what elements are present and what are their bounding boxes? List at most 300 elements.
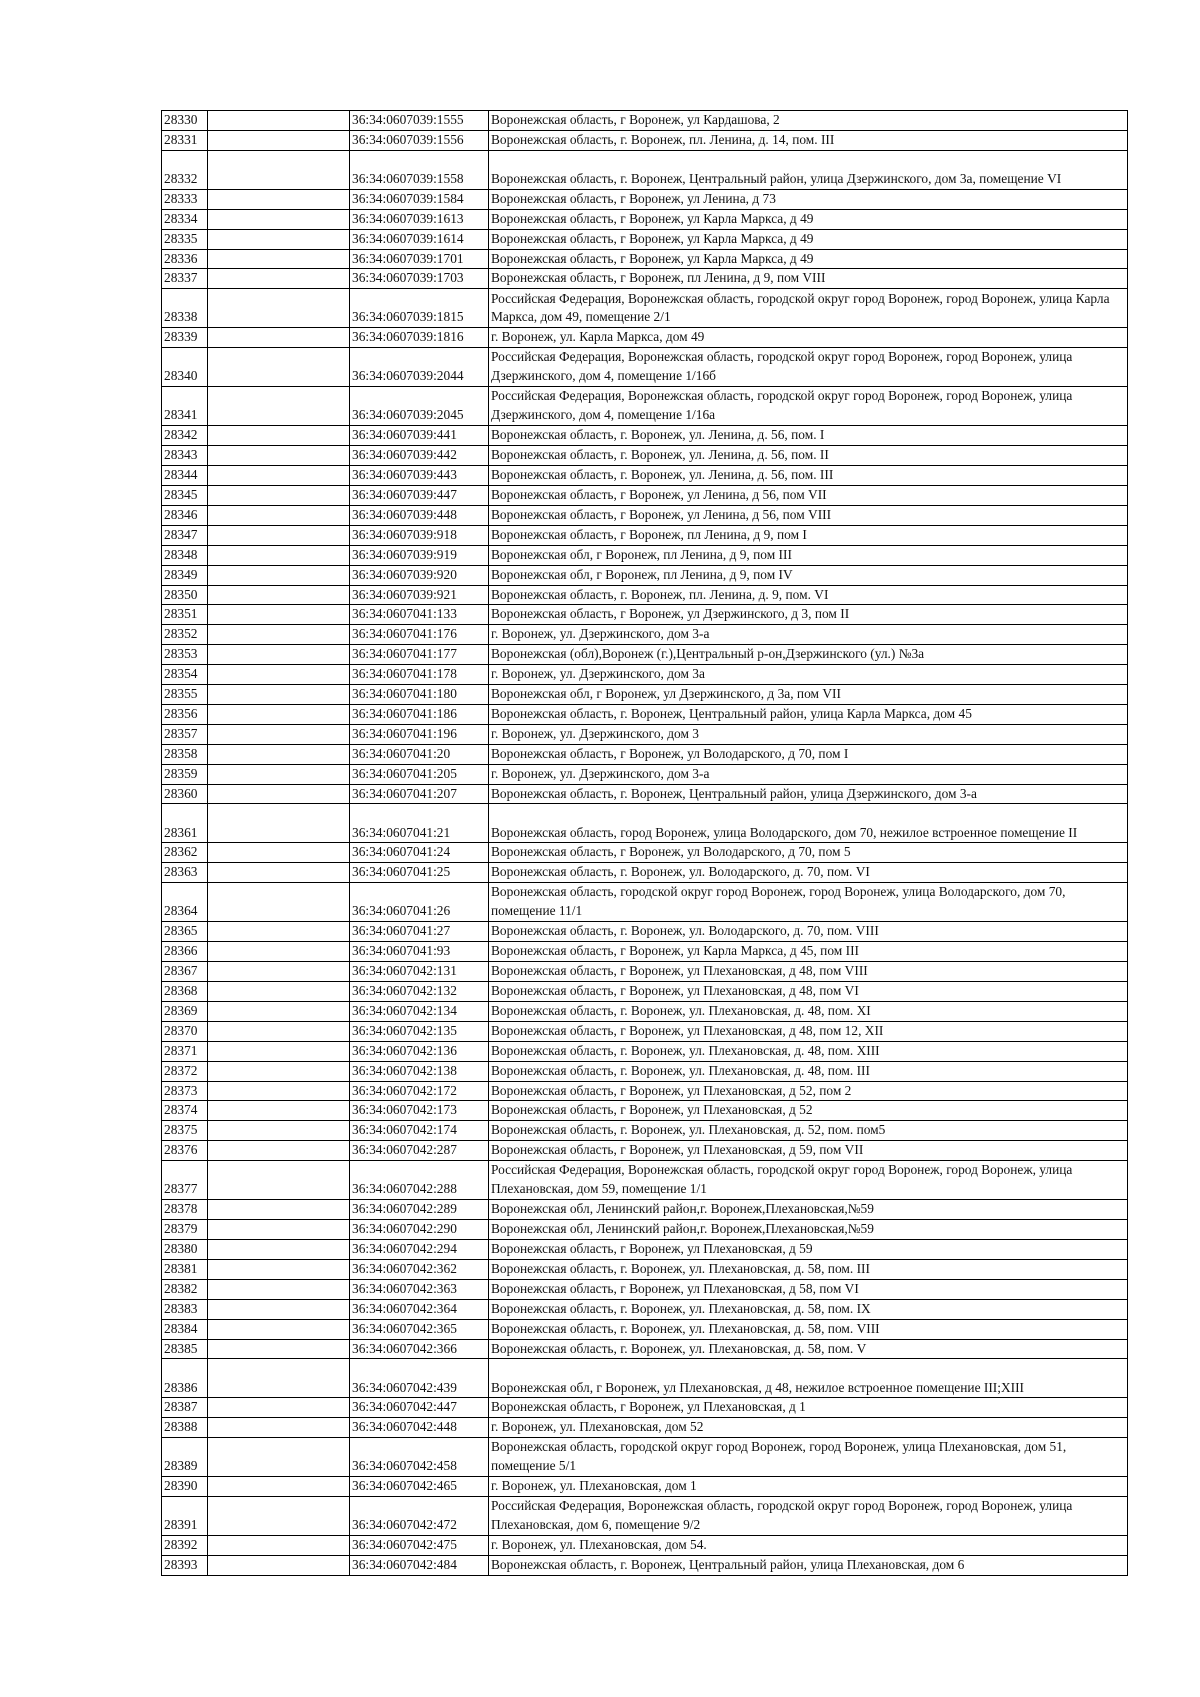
- cadastral-number-cell: 36:34:0607042:172: [350, 1081, 489, 1101]
- table-row: [162, 585, 1128, 605]
- table-row: [162, 446, 1128, 466]
- empty-cell: [208, 1536, 350, 1556]
- row-number-cell: 28348: [162, 545, 208, 565]
- empty-cell: [208, 863, 350, 883]
- cadastral-number-cell: 36:34:0607042:287: [350, 1141, 489, 1161]
- cadastral-number-cell: 36:34:0607039:921: [350, 585, 489, 605]
- empty-cell: [208, 1438, 350, 1477]
- row-number-cell: 28363: [162, 863, 208, 883]
- row-number-cell: 28347: [162, 525, 208, 545]
- empty-cell: [208, 804, 350, 843]
- table-row: [162, 764, 1128, 784]
- cadastral-number-cell: 36:34:0607041:26: [350, 883, 489, 922]
- cadastral-number-cell: 36:34:0607041:25: [350, 863, 489, 883]
- table-row: [162, 704, 1128, 724]
- address-cell: Воронежская область, г Воронеж, ул Володарского, д 70, пом I: [489, 744, 1128, 764]
- empty-cell: [208, 249, 350, 269]
- cadastral-number-cell: 36:34:0607039:447: [350, 485, 489, 505]
- table-row: [162, 545, 1128, 565]
- table-row: [162, 883, 1128, 922]
- row-number-cell: 28383: [162, 1299, 208, 1319]
- table-row: [162, 922, 1128, 942]
- row-number-cell: 28377: [162, 1161, 208, 1200]
- cadastral-number-cell: 36:34:0607041:177: [350, 645, 489, 665]
- cadastral-number-cell: 36:34:0607039:1701: [350, 249, 489, 269]
- table-row: [162, 1161, 1128, 1200]
- empty-cell: [208, 1556, 350, 1576]
- row-number-cell: 28374: [162, 1101, 208, 1121]
- empty-cell: [208, 1121, 350, 1141]
- table-row: [162, 1339, 1128, 1359]
- empty-cell: [208, 883, 350, 922]
- cadastral-number-cell: 36:34:0607042:472: [350, 1497, 489, 1536]
- address-cell: Воронежская область, г. Воронеж, пл. Ленина, д. 9, пом. VI: [489, 585, 1128, 605]
- address-cell: Воронежская область, г. Воронеж, Центральный район, улица Плехановская, дом 6: [489, 1556, 1128, 1576]
- row-number-cell: 28386: [162, 1359, 208, 1398]
- cadastral-number-cell: 36:34:0607042:138: [350, 1061, 489, 1081]
- address-cell: Воронежская область, г Воронеж, ул Ленина, д 56, пом VII: [489, 485, 1128, 505]
- row-number-cell: 28385: [162, 1339, 208, 1359]
- address-cell: Воронежская область, г Воронеж, ул Ленина, д 56, пом VIII: [489, 505, 1128, 525]
- cadastral-number-cell: 36:34:0607041:196: [350, 724, 489, 744]
- property-register-table: [161, 110, 1128, 1576]
- empty-cell: [208, 1061, 350, 1081]
- empty-cell: [208, 704, 350, 724]
- row-number-cell: 28389: [162, 1438, 208, 1477]
- table-row: [162, 1001, 1128, 1021]
- cadastral-number-cell: 36:34:0607042:447: [350, 1398, 489, 1418]
- address-cell: Воронежская область, г. Воронеж, ул. Ленина, д. 56, пом. III: [489, 466, 1128, 486]
- table-row: [162, 1141, 1128, 1161]
- cadastral-number-cell: 36:34:0607041:178: [350, 665, 489, 685]
- address-cell: Российская Федерация, Воронежская область, городской округ город Воронеж, город Воронеж, улица Плехановская, дом 6, помещение 9/2: [489, 1497, 1128, 1536]
- table-row: [162, 724, 1128, 744]
- table-row: [162, 565, 1128, 585]
- address-cell: Российская Федерация, Воронежская область, городской округ город Воронеж, город Воронеж, улица Карла Маркса, дом 49, помещение 2/1: [489, 289, 1128, 328]
- address-cell: Воронежская область, г Воронеж, ул Карла Маркса, д 45, пом III: [489, 942, 1128, 962]
- address-cell: Воронежская область, г Воронеж, ул Ленина, д 73: [489, 189, 1128, 209]
- empty-cell: [208, 764, 350, 784]
- row-number-cell: 28334: [162, 209, 208, 229]
- row-number-cell: 28387: [162, 1398, 208, 1418]
- address-cell: Воронежская область, г. Воронеж, Центральный район, улица Дзержинского, дом 3-а: [489, 784, 1128, 804]
- table-row: [162, 665, 1128, 685]
- table-row: [162, 249, 1128, 269]
- cadastral-number-cell: 36:34:0607039:1816: [350, 328, 489, 348]
- row-number-cell: 28330: [162, 111, 208, 131]
- row-number-cell: 28358: [162, 744, 208, 764]
- cadastral-number-cell: 36:34:0607042:439: [350, 1359, 489, 1398]
- row-number-cell: 28349: [162, 565, 208, 585]
- row-number-cell: 28376: [162, 1141, 208, 1161]
- empty-cell: [208, 1359, 350, 1398]
- address-cell: Воронежская область, г Воронеж, ул Плехановская, д 59, пом VII: [489, 1141, 1128, 1161]
- register-body: [162, 111, 1128, 1576]
- cadastral-number-cell: 36:34:0607039:1558: [350, 150, 489, 189]
- cadastral-number-cell: 36:34:0607041:24: [350, 843, 489, 863]
- address-cell: Воронежская область, г Воронеж, ул Плехановская, д 48, пом 12, XII: [489, 1021, 1128, 1041]
- cadastral-number-cell: 36:34:0607039:1614: [350, 229, 489, 249]
- table-row: [162, 387, 1128, 426]
- address-cell: Воронежская область, г Воронеж, ул Володарского, д 70, пом 5: [489, 843, 1128, 863]
- cadastral-number-cell: 36:34:0607039:1556: [350, 130, 489, 150]
- empty-cell: [208, 1259, 350, 1279]
- row-number-cell: 28359: [162, 764, 208, 784]
- address-cell: Воронежская область, г Воронеж, ул Плехановская, д 52: [489, 1101, 1128, 1121]
- cadastral-number-cell: 36:34:0607041:186: [350, 704, 489, 724]
- cadastral-number-cell: 36:34:0607041:133: [350, 605, 489, 625]
- row-number-cell: 28392: [162, 1536, 208, 1556]
- address-cell: Воронежская область, городской округ город Воронеж, город Воронеж, улица Володарского, дом 70, помещение 11/1: [489, 883, 1128, 922]
- row-number-cell: 28352: [162, 625, 208, 645]
- row-number-cell: 28337: [162, 269, 208, 289]
- table-row: [162, 1556, 1128, 1576]
- address-cell: Воронежская область, г. Воронеж, ул. Ленина, д. 56, пом. II: [489, 446, 1128, 466]
- table-row: [162, 1497, 1128, 1536]
- cadastral-number-cell: 36:34:0607042:364: [350, 1299, 489, 1319]
- row-number-cell: 28335: [162, 229, 208, 249]
- address-cell: Российская Федерация, Воронежская область, городской округ город Воронеж, город Воронеж, улица Дзержинского, дом 4, помещение 1/16б: [489, 348, 1128, 387]
- table-row: [162, 348, 1128, 387]
- row-number-cell: 28343: [162, 446, 208, 466]
- empty-cell: [208, 387, 350, 426]
- empty-cell: [208, 665, 350, 685]
- row-number-cell: 28338: [162, 289, 208, 328]
- table-row: [162, 685, 1128, 705]
- cadastral-number-cell: 36:34:0607041:20: [350, 744, 489, 764]
- address-cell: г. Воронеж, ул. Карла Маркса, дом 49: [489, 328, 1128, 348]
- row-number-cell: 28384: [162, 1319, 208, 1339]
- empty-cell: [208, 1239, 350, 1259]
- empty-cell: [208, 962, 350, 982]
- row-number-cell: 28380: [162, 1239, 208, 1259]
- table-row: [162, 111, 1128, 131]
- row-number-cell: 28364: [162, 883, 208, 922]
- row-number-cell: 28342: [162, 426, 208, 446]
- row-number-cell: 28341: [162, 387, 208, 426]
- empty-cell: [208, 209, 350, 229]
- table-row: [162, 1299, 1128, 1319]
- address-cell: Воронежская область, г Воронеж, пл Ленина, д 9, пом VIII: [489, 269, 1128, 289]
- cadastral-number-cell: 36:34:0607041:21: [350, 804, 489, 843]
- table-row: [162, 328, 1128, 348]
- address-cell: Воронежская обл, г Воронеж, ул Плехановская, д 48, нежилое встроенное помещение III;XIII: [489, 1359, 1128, 1398]
- row-number-cell: 28366: [162, 942, 208, 962]
- empty-cell: [208, 1339, 350, 1359]
- cadastral-number-cell: 36:34:0607039:442: [350, 446, 489, 466]
- empty-cell: [208, 784, 350, 804]
- table-row: [162, 1319, 1128, 1339]
- address-cell: Воронежская область, г Воронеж, ул Кардашова, 2: [489, 111, 1128, 131]
- table-row: [162, 1121, 1128, 1141]
- row-number-cell: 28355: [162, 685, 208, 705]
- table-row: [162, 1536, 1128, 1556]
- address-cell: Воронежская обл, Ленинский район,г. Воронеж,Плехановская,№59: [489, 1220, 1128, 1240]
- empty-cell: [208, 189, 350, 209]
- row-number-cell: 28351: [162, 605, 208, 625]
- row-number-cell: 28361: [162, 804, 208, 843]
- row-number-cell: 28382: [162, 1279, 208, 1299]
- address-cell: Воронежская область, г Воронеж, ул Плехановская, д 1: [489, 1398, 1128, 1418]
- empty-cell: [208, 585, 350, 605]
- table-row: [162, 1279, 1128, 1299]
- cadastral-number-cell: 36:34:0607042:458: [350, 1438, 489, 1477]
- row-number-cell: 28388: [162, 1418, 208, 1438]
- address-cell: г. Воронеж, ул. Плехановская, дом 52: [489, 1418, 1128, 1438]
- address-cell: Воронежская область, г. Воронеж, ул. Плехановская, д. 58, пом. VIII: [489, 1319, 1128, 1339]
- row-number-cell: 28340: [162, 348, 208, 387]
- empty-cell: [208, 922, 350, 942]
- table-row: [162, 289, 1128, 328]
- cadastral-number-cell: 36:34:0607042:136: [350, 1041, 489, 1061]
- cadastral-number-cell: 36:34:0607042:365: [350, 1319, 489, 1339]
- address-cell: Воронежская область, городской округ город Воронеж, город Воронеж, улица Плехановская, дом 51, помещение 5/1: [489, 1438, 1128, 1477]
- row-number-cell: 28391: [162, 1497, 208, 1536]
- cadastral-number-cell: 36:34:0607039:919: [350, 545, 489, 565]
- address-cell: г. Воронеж, ул. Дзержинского, дом 3а: [489, 665, 1128, 685]
- table-row: [162, 804, 1128, 843]
- address-cell: Воронежская область, город Воронеж, улица Володарского, дом 70, нежилое встроенное помещение II: [489, 804, 1128, 843]
- address-cell: Воронежская область, г Воронеж, ул Карла Маркса, д 49: [489, 229, 1128, 249]
- table-row: [162, 1021, 1128, 1041]
- empty-cell: [208, 446, 350, 466]
- table-row: [162, 1101, 1128, 1121]
- empty-cell: [208, 843, 350, 863]
- table-row: [162, 525, 1128, 545]
- address-cell: Воронежская область, г. Воронеж, ул. Плехановская, д. 58, пом. V: [489, 1339, 1128, 1359]
- empty-cell: [208, 485, 350, 505]
- address-cell: Воронежская область, г. Воронеж, ул. Плехановская, д. 58, пом. III: [489, 1259, 1128, 1279]
- empty-cell: [208, 744, 350, 764]
- empty-cell: [208, 1141, 350, 1161]
- table-row: [162, 150, 1128, 189]
- table-row: [162, 605, 1128, 625]
- address-cell: Воронежская (обл),Воронеж (г.),Центральный р-он,Дзержинского (ул.) №3а: [489, 645, 1128, 665]
- empty-cell: [208, 1497, 350, 1536]
- table-row: [162, 843, 1128, 863]
- empty-cell: [208, 289, 350, 328]
- empty-cell: [208, 982, 350, 1002]
- table-row: [162, 962, 1128, 982]
- address-cell: Воронежская обл, г Воронеж, пл Ленина, д 9, пом III: [489, 545, 1128, 565]
- address-cell: Воронежская область, г Воронеж, ул Плехановская, д 48, пом VI: [489, 982, 1128, 1002]
- cadastral-number-cell: 36:34:0607042:362: [350, 1259, 489, 1279]
- table-row: [162, 1477, 1128, 1497]
- cadastral-number-cell: 36:34:0607039:441: [350, 426, 489, 446]
- row-number-cell: 28362: [162, 843, 208, 863]
- address-cell: Воронежская область, г Воронеж, ул Плехановская, д 59: [489, 1239, 1128, 1259]
- empty-cell: [208, 1161, 350, 1200]
- row-number-cell: 28357: [162, 724, 208, 744]
- cadastral-number-cell: 36:34:0607042:363: [350, 1279, 489, 1299]
- empty-cell: [208, 150, 350, 189]
- cadastral-number-cell: 36:34:0607041:207: [350, 784, 489, 804]
- empty-cell: [208, 1279, 350, 1299]
- cadastral-number-cell: 36:34:0607039:1613: [350, 209, 489, 229]
- cadastral-number-cell: 36:34:0607042:134: [350, 1001, 489, 1021]
- empty-cell: [208, 605, 350, 625]
- table-row: [162, 485, 1128, 505]
- row-number-cell: 28346: [162, 505, 208, 525]
- cadastral-number-cell: 36:34:0607041:205: [350, 764, 489, 784]
- table-row: [162, 1418, 1128, 1438]
- table-row: [162, 1239, 1128, 1259]
- address-cell: г. Воронеж, ул. Дзержинского, дом 3-а: [489, 764, 1128, 784]
- cadastral-number-cell: 36:34:0607039:448: [350, 505, 489, 525]
- cadastral-number-cell: 36:34:0607039:2044: [350, 348, 489, 387]
- address-cell: Воронежская область, г Воронеж, ул Плехановская, д 48, пом VIII: [489, 962, 1128, 982]
- empty-cell: [208, 1081, 350, 1101]
- cadastral-number-cell: 36:34:0607042:294: [350, 1239, 489, 1259]
- row-number-cell: 28373: [162, 1081, 208, 1101]
- row-number-cell: 28339: [162, 328, 208, 348]
- table-row: [162, 209, 1128, 229]
- address-cell: Воронежская область, г. Воронеж, ул. Ленина, д. 56, пом. I: [489, 426, 1128, 446]
- cadastral-number-cell: 36:34:0607039:1584: [350, 189, 489, 209]
- cadastral-number-cell: 36:34:0607039:1703: [350, 269, 489, 289]
- table-row: [162, 269, 1128, 289]
- row-number-cell: 28379: [162, 1220, 208, 1240]
- address-cell: Воронежская область, г. Воронеж, ул. Плехановская, д. 58, пом. IX: [489, 1299, 1128, 1319]
- row-number-cell: 28360: [162, 784, 208, 804]
- empty-cell: [208, 328, 350, 348]
- address-cell: Воронежская область, г. Воронеж, Центральный район, улица Карла Маркса, дом 45: [489, 704, 1128, 724]
- address-cell: г. Воронеж, ул. Дзержинского, дом 3-а: [489, 625, 1128, 645]
- table-row: [162, 1359, 1128, 1398]
- table-row: [162, 625, 1128, 645]
- cadastral-number-cell: 36:34:0607042:448: [350, 1418, 489, 1438]
- row-number-cell: 28370: [162, 1021, 208, 1041]
- address-cell: Воронежская обл, г Воронеж, пл Ленина, д 9, пом IV: [489, 565, 1128, 585]
- empty-cell: [208, 348, 350, 387]
- empty-cell: [208, 942, 350, 962]
- cadastral-number-cell: 36:34:0607039:920: [350, 565, 489, 585]
- cadastral-number-cell: 36:34:0607039:918: [350, 525, 489, 545]
- table-row: [162, 645, 1128, 665]
- address-cell: Воронежская область, г. Воронеж, пл. Ленина, д. 14, пом. III: [489, 130, 1128, 150]
- cadastral-number-cell: 36:34:0607039:1555: [350, 111, 489, 131]
- empty-cell: [208, 1220, 350, 1240]
- cadastral-number-cell: 36:34:0607039:2045: [350, 387, 489, 426]
- address-cell: Воронежская область, г. Воронеж, ул. Плехановская, д. 48, пом. III: [489, 1061, 1128, 1081]
- empty-cell: [208, 1319, 350, 1339]
- empty-cell: [208, 1200, 350, 1220]
- address-cell: Воронежская область, г. Воронеж, ул. Плехановская, д. 48, пом. XIII: [489, 1041, 1128, 1061]
- row-number-cell: 28336: [162, 249, 208, 269]
- address-cell: Российская Федерация, Воронежская область, городской округ город Воронеж, город Воронеж, улица Дзержинского, дом 4, помещение 1/16а: [489, 387, 1128, 426]
- table-row: [162, 426, 1128, 446]
- address-cell: Воронежская область, г. Воронеж, ул. Володарского, д. 70, пом. VI: [489, 863, 1128, 883]
- table-row: [162, 1041, 1128, 1061]
- row-number-cell: 28367: [162, 962, 208, 982]
- row-number-cell: 28375: [162, 1121, 208, 1141]
- row-number-cell: 28369: [162, 1001, 208, 1021]
- row-number-cell: 28393: [162, 1556, 208, 1576]
- cadastral-number-cell: 36:34:0607041:93: [350, 942, 489, 962]
- cadastral-number-cell: 36:34:0607042:132: [350, 982, 489, 1002]
- table-row: [162, 505, 1128, 525]
- address-cell: Воронежская область, г Воронеж, ул Плехановская, д 52, пом 2: [489, 1081, 1128, 1101]
- empty-cell: [208, 565, 350, 585]
- row-number-cell: 28368: [162, 982, 208, 1002]
- row-number-cell: 28381: [162, 1259, 208, 1279]
- cadastral-number-cell: 36:34:0607042:288: [350, 1161, 489, 1200]
- empty-cell: [208, 645, 350, 665]
- address-cell: Воронежская область, г. Воронеж, ул. Плехановская, д. 52, пом. пом5: [489, 1121, 1128, 1141]
- empty-cell: [208, 1001, 350, 1021]
- row-number-cell: 28331: [162, 130, 208, 150]
- empty-cell: [208, 1398, 350, 1418]
- empty-cell: [208, 130, 350, 150]
- row-number-cell: 28354: [162, 665, 208, 685]
- row-number-cell: 28365: [162, 922, 208, 942]
- empty-cell: [208, 625, 350, 645]
- address-cell: Воронежская обл, Ленинский район,г. Воронеж,Плехановская,№59: [489, 1200, 1128, 1220]
- address-cell: Воронежская область, г Воронеж, пл Ленина, д 9, пом I: [489, 525, 1128, 545]
- cadastral-number-cell: 36:34:0607041:27: [350, 922, 489, 942]
- row-number-cell: 28350: [162, 585, 208, 605]
- empty-cell: [208, 685, 350, 705]
- cadastral-number-cell: 36:34:0607042:366: [350, 1339, 489, 1359]
- empty-cell: [208, 111, 350, 131]
- address-cell: Воронежская область, г Воронеж, ул Карла Маркса, д 49: [489, 209, 1128, 229]
- cadastral-number-cell: 36:34:0607042:174: [350, 1121, 489, 1141]
- row-number-cell: 28332: [162, 150, 208, 189]
- table-row: [162, 1200, 1128, 1220]
- table-row: [162, 1220, 1128, 1240]
- row-number-cell: 28378: [162, 1200, 208, 1220]
- table-row: [162, 863, 1128, 883]
- empty-cell: [208, 525, 350, 545]
- table-row: [162, 130, 1128, 150]
- table-row: [162, 1081, 1128, 1101]
- address-cell: Воронежская область, г. Воронеж, Центральный район, улица Дзержинского, дом 3а, помещение VI: [489, 150, 1128, 189]
- address-cell: Воронежская область, г. Воронеж, ул. Володарского, д. 70, пом. VIII: [489, 922, 1128, 942]
- address-cell: Воронежская область, г Воронеж, ул Карла Маркса, д 49: [489, 249, 1128, 269]
- cadastral-number-cell: 36:34:0607042:475: [350, 1536, 489, 1556]
- table-row: [162, 982, 1128, 1002]
- cadastral-number-cell: 36:34:0607039:443: [350, 466, 489, 486]
- row-number-cell: 28356: [162, 704, 208, 724]
- address-cell: Воронежская область, г. Воронеж, ул. Плехановская, д. 48, пом. XI: [489, 1001, 1128, 1021]
- address-cell: г. Воронеж, ул. Плехановская, дом 1: [489, 1477, 1128, 1497]
- empty-cell: [208, 1101, 350, 1121]
- address-cell: Воронежская обл, г Воронеж, ул Дзержинского, д 3а, пом VII: [489, 685, 1128, 705]
- address-cell: Российская Федерация, Воронежская область, городской округ город Воронеж, город Воронеж, улица Плехановская, дом 59, помещение 1/1: [489, 1161, 1128, 1200]
- cadastral-number-cell: 36:34:0607039:1815: [350, 289, 489, 328]
- table-row: [162, 1259, 1128, 1279]
- row-number-cell: 28333: [162, 189, 208, 209]
- table-row: [162, 189, 1128, 209]
- table-row: [162, 942, 1128, 962]
- empty-cell: [208, 229, 350, 249]
- row-number-cell: 28371: [162, 1041, 208, 1061]
- empty-cell: [208, 426, 350, 446]
- address-cell: Воронежская область, г Воронеж, ул Плехановская, д 58, пом VI: [489, 1279, 1128, 1299]
- table-row: [162, 1398, 1128, 1418]
- row-number-cell: 28344: [162, 466, 208, 486]
- cadastral-number-cell: 36:34:0607042:290: [350, 1220, 489, 1240]
- empty-cell: [208, 466, 350, 486]
- empty-cell: [208, 1021, 350, 1041]
- table-row: [162, 466, 1128, 486]
- row-number-cell: 28353: [162, 645, 208, 665]
- cadastral-number-cell: 36:34:0607042:135: [350, 1021, 489, 1041]
- empty-cell: [208, 1418, 350, 1438]
- table-row: [162, 1061, 1128, 1081]
- table-row: [162, 1438, 1128, 1477]
- cadastral-number-cell: 36:34:0607042:465: [350, 1477, 489, 1497]
